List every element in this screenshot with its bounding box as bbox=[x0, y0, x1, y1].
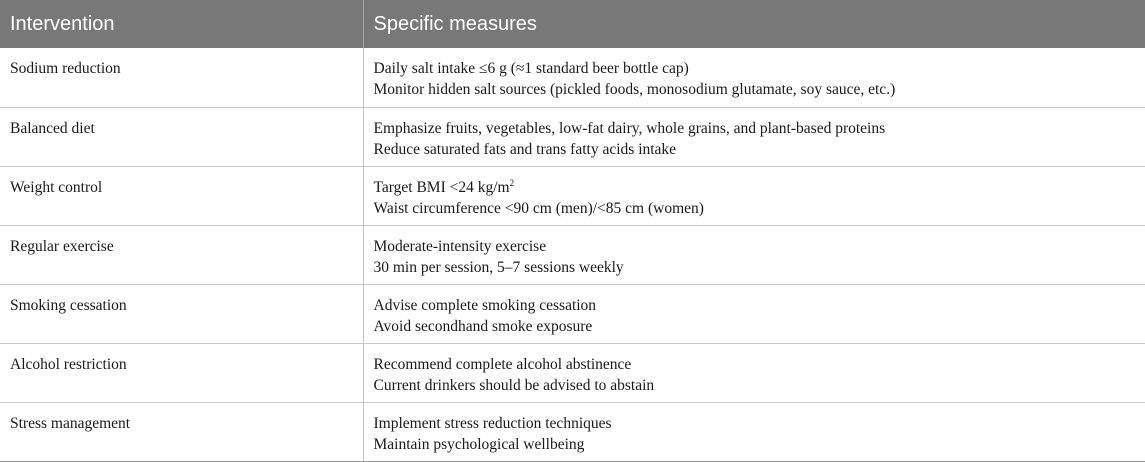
measures-cell bbox=[363, 48, 1145, 107]
measures-cell bbox=[363, 284, 1145, 343]
intervention-cell: Regular exercise bbox=[0, 225, 363, 284]
measures-cell bbox=[363, 166, 1145, 225]
measure-line: Current drinkers should be advised to abstain bbox=[373, 376, 655, 394]
measure-line: Waist circumference <90 cm (men)/<85 cm (women) bbox=[373, 199, 704, 217]
table-row bbox=[0, 284, 1145, 343]
measures-cell bbox=[363, 402, 1145, 461]
measure-line bbox=[374, 177, 1145, 198]
table-body bbox=[0, 48, 1145, 461]
intervention-cell: Smoking cessation bbox=[0, 284, 363, 343]
table-row bbox=[0, 166, 1145, 225]
intervention-cell: Weight control bbox=[0, 166, 363, 225]
measure-line: Avoid secondhand smoke exposure bbox=[373, 317, 593, 335]
table-row bbox=[0, 402, 1145, 461]
measure-line: Reduce saturated fats and trans fatty acids intake bbox=[373, 140, 677, 158]
intervention-cell: Sodium reduction bbox=[0, 48, 363, 107]
intervention-cell: Balanced diet bbox=[0, 107, 363, 166]
table-header bbox=[0, 0, 1145, 48]
table-row bbox=[0, 48, 1145, 107]
intervention-cell: Stress management bbox=[0, 402, 363, 461]
measure-line: Moderate-intensity exercise bbox=[373, 237, 547, 255]
measure-line: Daily salt intake ≤6 g (≈1 standard beer bottle cap) bbox=[373, 60, 689, 77]
header-intervention: Intervention bbox=[10, 12, 115, 35]
measures-cell bbox=[363, 225, 1145, 284]
table-row bbox=[0, 107, 1145, 166]
measure-line: Emphasize fruits, vegetables, low-fat dairy, whole grains, and plant-based proteins bbox=[373, 119, 886, 137]
measure-line: Advise complete smoking cessation bbox=[373, 296, 597, 314]
measure-text: Target BMI <24 kg/m bbox=[373, 178, 510, 196]
measure-line: Recommend complete alcohol abstinence bbox=[373, 355, 632, 373]
measure-line: 30 min per session, 5–7 sessions weekly bbox=[373, 258, 624, 276]
header-row bbox=[0, 0, 1145, 48]
measures-cell bbox=[363, 343, 1145, 402]
table-row bbox=[0, 225, 1145, 284]
table-row bbox=[0, 343, 1145, 402]
measure-line: Implement stress reduction techniques bbox=[373, 414, 612, 432]
intervention-cell: Alcohol restriction bbox=[0, 343, 363, 402]
header-specific-measures: Specific measures bbox=[363, 0, 1145, 48]
measures-cell bbox=[363, 107, 1145, 166]
superscript: 2 bbox=[509, 177, 515, 188]
measure-line: Monitor hidden salt sources (pickled foods, monosodium glutamate, soy sauce, etc.) bbox=[373, 81, 896, 98]
measure-line: Maintain psychological wellbeing bbox=[373, 435, 585, 453]
